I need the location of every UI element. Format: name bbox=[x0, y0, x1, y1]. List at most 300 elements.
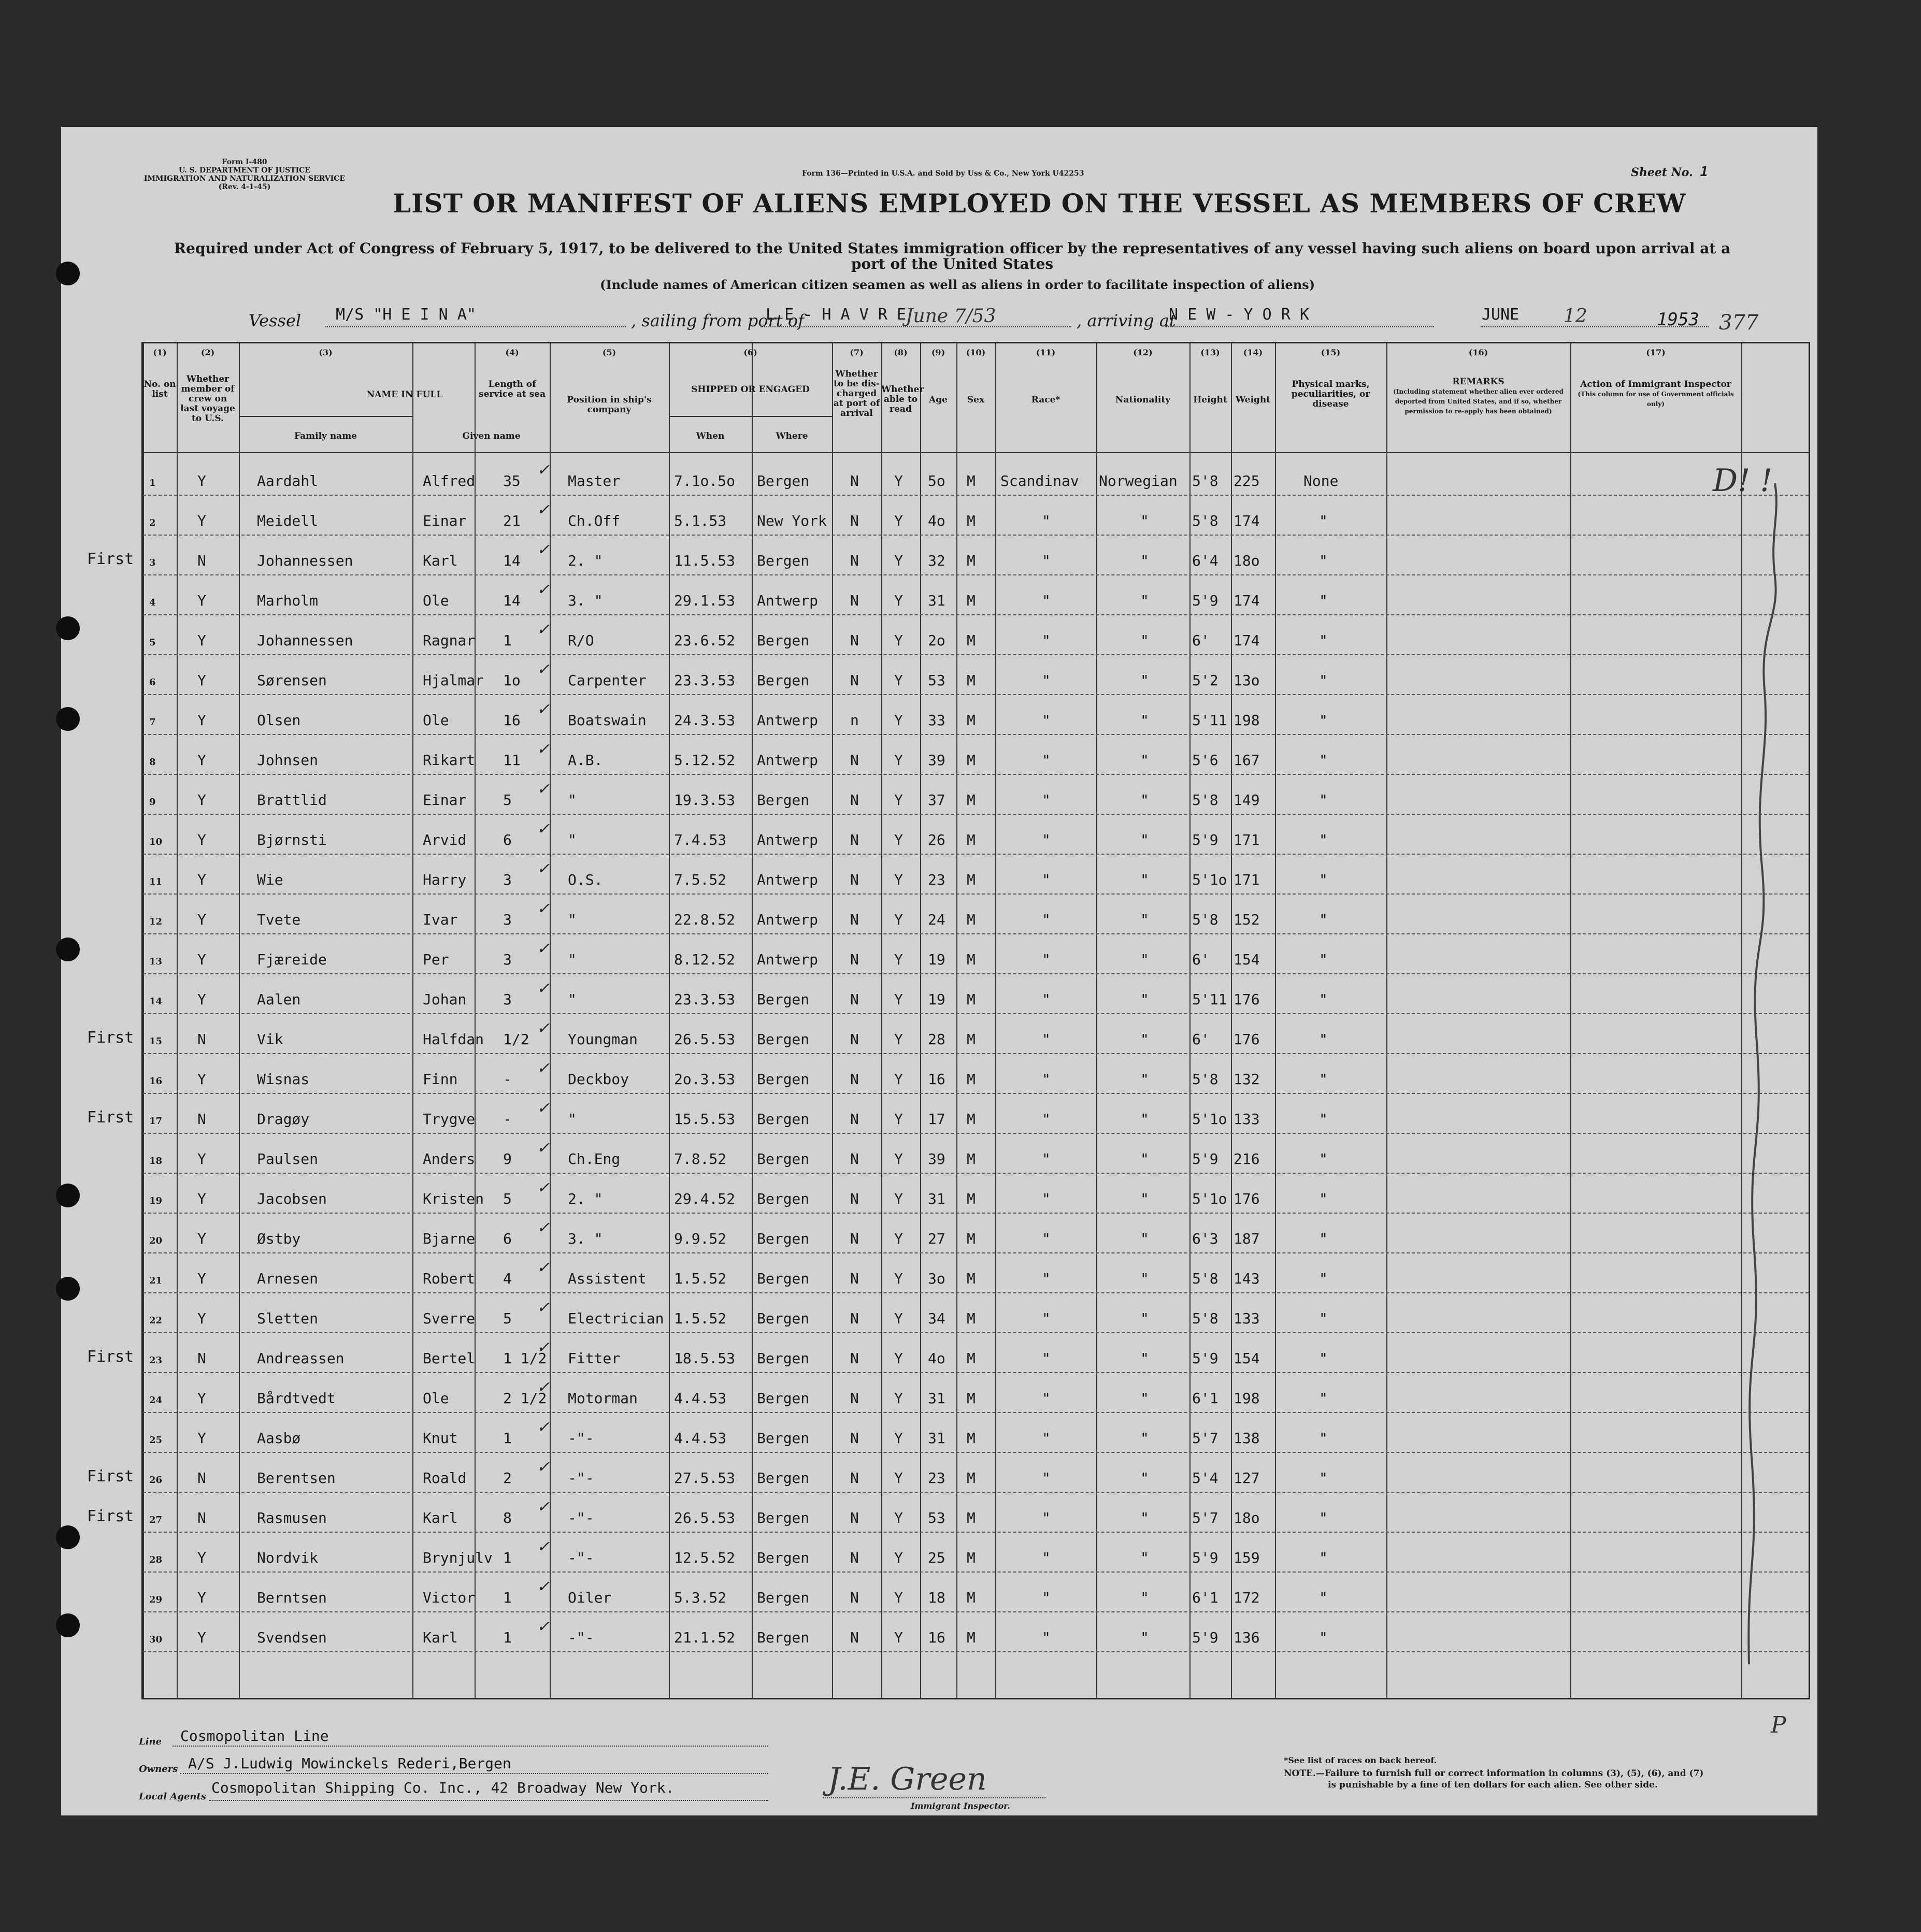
sheet-number: Sheet No. 1 bbox=[1631, 164, 1709, 180]
sex-cell: M bbox=[967, 871, 976, 888]
prev-voyage-cell: Y bbox=[197, 831, 206, 848]
prev-voyage-cell: Y bbox=[197, 1230, 206, 1247]
position-cell: 2. " bbox=[568, 552, 603, 569]
table-row bbox=[143, 495, 1809, 536]
punch-hole bbox=[56, 1277, 80, 1301]
col-discharged: Whether to be dis-charged at port of arrival bbox=[833, 369, 880, 419]
age-cell: 37 bbox=[928, 791, 945, 809]
position-cell: Motorman bbox=[568, 1390, 638, 1407]
race-cell: " bbox=[1042, 1629, 1051, 1646]
age-cell: 53 bbox=[928, 672, 945, 689]
table-row bbox=[143, 854, 1809, 895]
discharge-cell: N bbox=[850, 951, 859, 968]
discharge-cell: N bbox=[850, 1190, 859, 1207]
height-cell: 6' bbox=[1192, 951, 1210, 968]
family-name-cell: Johannessen bbox=[257, 632, 353, 649]
shipped-where-cell: Bergen bbox=[757, 1150, 810, 1167]
position-cell: -"- bbox=[568, 1509, 594, 1526]
check-mark: ✓ bbox=[537, 979, 550, 998]
age-cell: 31 bbox=[928, 592, 945, 609]
nationality-cell: " bbox=[1140, 951, 1149, 968]
punch-hole bbox=[56, 1184, 80, 1207]
age-cell: 16 bbox=[928, 1071, 945, 1088]
nationality-cell: " bbox=[1140, 1549, 1149, 1566]
sex-cell: M bbox=[967, 1469, 976, 1487]
shipped-where-cell: Bergen bbox=[757, 1031, 810, 1048]
nationality-cell: " bbox=[1140, 791, 1149, 809]
first-voyage-mark: First bbox=[87, 1467, 134, 1486]
prev-voyage-cell: Y bbox=[197, 1629, 206, 1646]
position-cell: Assistent bbox=[568, 1270, 647, 1287]
table-row bbox=[143, 933, 1809, 974]
able-to-read-cell: Y bbox=[894, 831, 903, 848]
shipped-where-cell: Antwerp bbox=[757, 871, 819, 888]
sex-cell: M bbox=[967, 1430, 976, 1447]
race-cell: " bbox=[1042, 1430, 1051, 1447]
height-cell: 5'4 bbox=[1192, 1469, 1218, 1487]
given-name-cell: Harry bbox=[423, 871, 467, 888]
table-row bbox=[143, 694, 1809, 735]
weight-cell: 154 bbox=[1234, 951, 1260, 968]
shipped-when-cell: 22.8.52 bbox=[674, 911, 736, 928]
family-name-cell: Tvete bbox=[257, 911, 301, 928]
age-cell: 18 bbox=[928, 1589, 945, 1606]
age-cell: 39 bbox=[928, 1150, 945, 1167]
service-length-cell: 6 bbox=[503, 1230, 512, 1247]
shipped-when-cell: 21.1.52 bbox=[674, 1629, 736, 1646]
prev-voyage-cell: Y bbox=[197, 1430, 206, 1447]
height-cell: 5'9 bbox=[1192, 1150, 1218, 1167]
given-name-cell: Rikart bbox=[423, 752, 476, 769]
check-mark: ✓ bbox=[537, 1019, 550, 1037]
service-length-cell: 14 bbox=[503, 592, 521, 609]
arrival-year: 1953 bbox=[1657, 309, 1699, 330]
race-cell: " bbox=[1042, 672, 1051, 689]
age-cell: 17 bbox=[928, 1111, 945, 1128]
service-length-cell: 3 bbox=[503, 871, 512, 888]
race-cell: " bbox=[1042, 512, 1051, 529]
weight-cell: 132 bbox=[1234, 1071, 1260, 1088]
discharge-cell: N bbox=[850, 911, 859, 928]
given-name-cell: Kristen bbox=[423, 1190, 484, 1207]
row-number: 26 bbox=[149, 1475, 163, 1486]
table-row bbox=[143, 734, 1809, 775]
race-cell: " bbox=[1042, 1390, 1051, 1407]
physical-marks-cell: " bbox=[1319, 1430, 1328, 1447]
sex-cell: M bbox=[967, 1549, 976, 1566]
table-row bbox=[143, 1571, 1809, 1612]
col-able-to-read: Whether able to read bbox=[881, 384, 924, 414]
weight-cell: 187 bbox=[1234, 1230, 1260, 1247]
col-no-on-list: No. on list bbox=[144, 379, 176, 399]
check-mark: ✓ bbox=[537, 1378, 550, 1396]
row-number: 23 bbox=[149, 1355, 163, 1366]
shipped-when-cell: 29.4.52 bbox=[674, 1190, 736, 1207]
weight-cell: 167 bbox=[1234, 752, 1260, 769]
sex-cell: M bbox=[967, 1390, 976, 1407]
sex-cell: M bbox=[967, 1071, 976, 1088]
shipped-when-cell: 27.5.53 bbox=[674, 1469, 736, 1487]
vessel-label: Vessel bbox=[249, 311, 302, 330]
manifest-form bbox=[61, 127, 1817, 1815]
physical-marks-cell: " bbox=[1319, 951, 1328, 968]
inspector-wavy-line bbox=[1697, 473, 1801, 1690]
shipped-where-cell: Bergen bbox=[757, 632, 810, 649]
nationality-cell: " bbox=[1140, 1111, 1149, 1128]
col-when: When bbox=[696, 431, 725, 441]
inspector-signature-label: Immigrant Inspector. bbox=[911, 1801, 1010, 1811]
position-cell: Carpenter bbox=[568, 672, 647, 689]
discharge-cell: N bbox=[850, 1071, 859, 1088]
able-to-read-cell: Y bbox=[894, 1150, 903, 1167]
shipped-where-cell: Bergen bbox=[757, 1430, 810, 1447]
physical-marks-cell: " bbox=[1319, 1350, 1328, 1367]
race-cell: " bbox=[1042, 951, 1051, 968]
col-length-of-service: Length of service at sea bbox=[479, 379, 546, 399]
service-length-cell: 9 bbox=[503, 1150, 512, 1167]
nationality-cell: " bbox=[1140, 552, 1149, 569]
check-mark: ✓ bbox=[537, 1458, 550, 1476]
nationality-cell: " bbox=[1140, 1509, 1149, 1526]
row-number: 24 bbox=[149, 1395, 163, 1406]
prev-voyage-cell: Y bbox=[197, 1071, 206, 1088]
table-row bbox=[143, 1213, 1809, 1253]
height-cell: 5'9 bbox=[1192, 1549, 1218, 1566]
check-mark: ✓ bbox=[537, 461, 550, 479]
race-cell: " bbox=[1042, 871, 1051, 888]
punch-hole bbox=[56, 707, 80, 731]
family-name-cell: Svendsen bbox=[257, 1629, 327, 1646]
shipped-where-cell: Antwerp bbox=[757, 831, 819, 848]
weight-cell: 174 bbox=[1234, 512, 1260, 529]
physical-marks-cell: " bbox=[1319, 1629, 1328, 1646]
given-name-cell: Sverre bbox=[423, 1310, 476, 1327]
corner-initial: P bbox=[1771, 1712, 1786, 1738]
footnote-races: *See list of races on back hereof. bbox=[1284, 1755, 1437, 1765]
col-previous-voyage: Whether member of crew on last voyage to U.S. bbox=[180, 374, 235, 424]
table-row bbox=[87, 1492, 1809, 1533]
row-number: 16 bbox=[149, 1076, 163, 1087]
check-mark: ✓ bbox=[537, 820, 550, 838]
row-number: 12 bbox=[149, 916, 163, 927]
table-row bbox=[143, 814, 1809, 855]
able-to-read-cell: Y bbox=[894, 1310, 903, 1327]
nationality-cell: " bbox=[1140, 672, 1149, 689]
shipped-where-cell: Bergen bbox=[757, 1071, 810, 1088]
row-number: 25 bbox=[149, 1435, 163, 1446]
table-row bbox=[87, 1013, 1809, 1054]
shipped-where-cell: Bergen bbox=[757, 1190, 810, 1207]
table-row bbox=[143, 1173, 1809, 1214]
height-cell: 5'1o bbox=[1192, 1111, 1227, 1128]
physical-marks-cell: " bbox=[1319, 831, 1328, 848]
height-cell: 5'9 bbox=[1192, 831, 1218, 848]
age-cell: 34 bbox=[928, 1310, 945, 1327]
discharge-cell: N bbox=[850, 831, 859, 848]
shipped-when-cell: 5.1.53 bbox=[674, 512, 727, 529]
weight-cell: 149 bbox=[1234, 791, 1260, 809]
table-row bbox=[87, 535, 1809, 575]
sex-cell: M bbox=[967, 791, 976, 809]
prev-voyage-cell: Y bbox=[197, 791, 206, 809]
age-cell: 2o bbox=[928, 632, 945, 649]
shipped-where-cell: Bergen bbox=[757, 1390, 810, 1407]
punch-hole bbox=[56, 1613, 80, 1637]
page-stamp-number: 377 bbox=[1719, 311, 1759, 335]
height-cell: 5'6 bbox=[1192, 752, 1218, 769]
family-name-cell: Paulsen bbox=[257, 1150, 319, 1167]
weight-cell: 176 bbox=[1234, 1031, 1260, 1048]
nationality-cell: " bbox=[1140, 1430, 1149, 1447]
row-number: 14 bbox=[149, 996, 163, 1007]
nationality-cell: " bbox=[1140, 1629, 1149, 1646]
instruction-note: (Include names of American citizen seamen as well as aliens in order to facilitate inspection of aliens) bbox=[600, 277, 1315, 292]
age-cell: 16 bbox=[928, 1629, 945, 1646]
physical-marks-cell: " bbox=[1319, 632, 1328, 649]
given-name-cell: Johan bbox=[423, 991, 467, 1008]
shipped-when-cell: 12.5.52 bbox=[674, 1549, 736, 1566]
able-to-read-cell: Y bbox=[894, 871, 903, 888]
col-remarks: REMARKS (Including statement whether alien ever ordered deported from United States, and if so, whether permission to re-apply has been obtained) bbox=[1393, 377, 1564, 415]
table-row bbox=[87, 1093, 1809, 1134]
nationality-cell: " bbox=[1140, 1071, 1149, 1088]
physical-marks-cell: " bbox=[1319, 752, 1328, 769]
shipped-where-cell: Bergen bbox=[757, 1549, 810, 1566]
service-length-cell: 16 bbox=[503, 712, 521, 729]
shipped-when-cell: 23.3.53 bbox=[674, 991, 736, 1008]
service-length-cell: 1 bbox=[503, 1629, 512, 1646]
prev-voyage-cell: Y bbox=[197, 1270, 206, 1287]
age-cell: 24 bbox=[928, 911, 945, 928]
check-mark: ✓ bbox=[537, 1219, 550, 1237]
check-mark: ✓ bbox=[537, 1498, 550, 1516]
discharge-cell: N bbox=[850, 1230, 859, 1247]
shipped-where-cell: Bergen bbox=[757, 1589, 810, 1606]
sex-cell: M bbox=[967, 1270, 976, 1287]
nationality-cell: " bbox=[1140, 911, 1149, 928]
height-cell: 5'7 bbox=[1192, 1430, 1218, 1447]
discharge-cell: N bbox=[850, 472, 859, 489]
given-name-cell: Bertel bbox=[423, 1350, 476, 1367]
prev-voyage-cell: Y bbox=[197, 752, 206, 769]
position-cell: Ch.Eng bbox=[568, 1150, 621, 1167]
family-name-cell: Fjæreide bbox=[257, 951, 327, 968]
family-name-cell: Meidell bbox=[257, 512, 319, 529]
col-given-name: Given name bbox=[462, 431, 521, 441]
race-cell: " bbox=[1042, 1589, 1051, 1606]
shipped-where-cell: Antwerp bbox=[757, 592, 819, 609]
able-to-read-cell: Y bbox=[894, 1469, 903, 1487]
shipped-where-cell: Bergen bbox=[757, 1230, 810, 1247]
table-row bbox=[143, 1611, 1809, 1652]
prev-voyage-cell: N bbox=[197, 552, 206, 569]
prev-voyage-cell: Y bbox=[197, 1589, 206, 1606]
age-cell: 23 bbox=[928, 1469, 945, 1487]
age-cell: 5o bbox=[928, 472, 945, 489]
port-of-departure: L E - H A V R E bbox=[766, 306, 906, 324]
height-cell: 5'9 bbox=[1192, 1350, 1218, 1367]
able-to-read-cell: Y bbox=[894, 1270, 903, 1287]
position-cell: Master bbox=[568, 472, 621, 489]
sex-cell: M bbox=[967, 1629, 976, 1646]
shipped-when-cell: 4.4.53 bbox=[674, 1390, 727, 1407]
port-of-arrival: N E W - Y O R K bbox=[1169, 306, 1309, 324]
shipped-when-cell: 19.3.53 bbox=[674, 791, 736, 809]
shipped-where-cell: Antwerp bbox=[757, 712, 819, 729]
nationality-cell: " bbox=[1140, 1350, 1149, 1367]
shipped-where-cell: Bergen bbox=[757, 1629, 810, 1646]
sex-cell: M bbox=[967, 632, 976, 649]
race-cell: " bbox=[1042, 1031, 1051, 1048]
height-cell: 5'7 bbox=[1192, 1509, 1218, 1526]
sex-cell: M bbox=[967, 951, 976, 968]
nationality-cell: " bbox=[1140, 512, 1149, 529]
row-number: 17 bbox=[149, 1116, 163, 1127]
able-to-read-cell: Y bbox=[894, 592, 903, 609]
height-cell: 6'4 bbox=[1192, 552, 1218, 569]
discharge-cell: N bbox=[850, 1390, 859, 1407]
punch-hole bbox=[56, 1525, 80, 1549]
age-cell: 32 bbox=[928, 552, 945, 569]
col-weight: Weight bbox=[1235, 395, 1271, 405]
given-name-cell: Robert bbox=[423, 1270, 476, 1287]
race-cell: " bbox=[1042, 1150, 1051, 1167]
service-length-cell: 35 bbox=[503, 472, 521, 489]
prev-voyage-cell: N bbox=[197, 1031, 206, 1048]
family-name-cell: Andreassen bbox=[257, 1350, 345, 1367]
given-name-cell: Trygve bbox=[423, 1111, 476, 1128]
shipped-where-cell: Antwerp bbox=[757, 911, 819, 928]
position-cell: " bbox=[568, 951, 577, 968]
given-name-cell: Brynjulv bbox=[423, 1549, 493, 1566]
check-mark: ✓ bbox=[537, 740, 550, 758]
subtitle: Required under Act of Congress of February 5, 1917, to be delivered to the United States immigration officer by the representatives of any vessel having such aliens on board upon arrival at a port of the United States bbox=[174, 240, 1731, 272]
age-cell: 28 bbox=[928, 1031, 945, 1048]
given-name-cell: Anders bbox=[423, 1150, 476, 1167]
row-number: 15 bbox=[149, 1036, 163, 1047]
shipped-where-cell: Bergen bbox=[757, 1270, 810, 1287]
position-cell: " bbox=[568, 911, 577, 928]
height-cell: 5'8 bbox=[1192, 911, 1218, 928]
col-inspector-action: Action of Immigrant Inspector (This column for use of Government officials only) bbox=[1578, 379, 1734, 408]
family-name-cell: Sletten bbox=[257, 1310, 319, 1327]
check-mark: ✓ bbox=[537, 501, 550, 519]
nationality-cell: " bbox=[1140, 871, 1149, 888]
col-sex: Sex bbox=[967, 395, 985, 405]
shipped-when-cell: 1.5.52 bbox=[674, 1270, 727, 1287]
discharge-cell: N bbox=[850, 791, 859, 809]
position-cell: " bbox=[568, 991, 577, 1008]
able-to-read-cell: Y bbox=[894, 1031, 903, 1048]
col-physical-marks: Physical marks, peculiarities, or disease bbox=[1291, 379, 1370, 409]
able-to-read-cell: Y bbox=[894, 632, 903, 649]
given-name-cell: Victor bbox=[423, 1589, 476, 1606]
given-name-cell: Knut bbox=[423, 1430, 458, 1447]
shipped-when-cell: 23.3.53 bbox=[674, 672, 736, 689]
weight-cell: 152 bbox=[1234, 911, 1260, 928]
sex-cell: M bbox=[967, 1031, 976, 1048]
shipped-when-cell: 5.3.52 bbox=[674, 1589, 727, 1606]
sex-cell: M bbox=[967, 552, 976, 569]
service-length-cell: 1 bbox=[503, 1589, 512, 1606]
able-to-read-cell: Y bbox=[894, 1589, 903, 1606]
discharge-cell: N bbox=[850, 1629, 859, 1646]
physical-marks-cell: " bbox=[1319, 791, 1328, 809]
prev-voyage-cell: Y bbox=[197, 672, 206, 689]
given-name-cell: Einar bbox=[423, 791, 467, 809]
row-number: 30 bbox=[149, 1634, 163, 1645]
family-name-cell: Aardahl bbox=[257, 472, 319, 489]
height-cell: 6'1 bbox=[1192, 1390, 1218, 1407]
punch-hole bbox=[56, 938, 80, 961]
row-number: 6 bbox=[149, 677, 156, 688]
prev-voyage-cell: Y bbox=[197, 632, 206, 649]
check-mark: ✓ bbox=[537, 541, 550, 559]
table-row bbox=[143, 1053, 1809, 1094]
given-name-cell: Roald bbox=[423, 1469, 467, 1487]
discharge-cell: N bbox=[850, 1111, 859, 1128]
row-number: 8 bbox=[149, 757, 156, 768]
able-to-read-cell: Y bbox=[894, 1190, 903, 1207]
col-nationality: Nationality bbox=[1115, 395, 1171, 405]
discharge-cell: N bbox=[850, 1310, 859, 1327]
family-name-cell: Marholm bbox=[257, 592, 319, 609]
physical-marks-cell: " bbox=[1319, 672, 1328, 689]
shipped-when-cell: 7.5.52 bbox=[674, 871, 727, 888]
given-name-cell: Einar bbox=[423, 512, 467, 529]
race-cell: " bbox=[1042, 1190, 1051, 1207]
discharge-cell: N bbox=[850, 1031, 859, 1048]
line-label: Line bbox=[139, 1736, 162, 1747]
able-to-read-cell: Y bbox=[894, 1230, 903, 1247]
check-mark: ✓ bbox=[537, 1099, 550, 1117]
first-voyage-mark: First bbox=[87, 550, 134, 568]
nationality-cell: " bbox=[1140, 1150, 1149, 1167]
sex-cell: M bbox=[967, 1150, 976, 1167]
agents-label: Local Agents bbox=[139, 1791, 206, 1802]
weight-cell: 174 bbox=[1234, 592, 1260, 609]
family-name-cell: Olsen bbox=[257, 712, 301, 729]
nationality-cell: " bbox=[1140, 752, 1149, 769]
table-row bbox=[143, 1372, 1809, 1413]
given-name-cell: Alfred bbox=[423, 472, 476, 489]
sex-cell: M bbox=[967, 1190, 976, 1207]
prev-voyage-cell: Y bbox=[197, 512, 206, 529]
arrival-month: JUNE bbox=[1482, 306, 1519, 324]
position-cell: Fitter bbox=[568, 1350, 621, 1367]
weight-cell: 174 bbox=[1234, 632, 1260, 649]
family-name-cell: Aasbø bbox=[257, 1430, 301, 1447]
able-to-read-cell: Y bbox=[894, 951, 903, 968]
nationality-cell: " bbox=[1140, 991, 1149, 1008]
service-length-cell: - bbox=[503, 1111, 512, 1128]
age-cell: 19 bbox=[928, 991, 945, 1008]
first-voyage-mark: First bbox=[87, 1348, 134, 1366]
able-to-read-cell: Y bbox=[894, 1509, 903, 1526]
physical-marks-cell: " bbox=[1319, 1509, 1328, 1526]
position-cell: 3. " bbox=[568, 592, 603, 609]
row-number: 19 bbox=[149, 1195, 163, 1206]
position-cell: " bbox=[568, 1111, 577, 1128]
prev-voyage-cell: Y bbox=[197, 712, 206, 729]
weight-cell: 136 bbox=[1234, 1629, 1260, 1646]
prev-voyage-cell: Y bbox=[197, 951, 206, 968]
weight-cell: 143 bbox=[1234, 1270, 1260, 1287]
race-cell: " bbox=[1042, 592, 1051, 609]
given-name-cell: Ivar bbox=[423, 911, 458, 928]
row-number: 2 bbox=[149, 517, 156, 528]
age-cell: 4o bbox=[928, 512, 945, 529]
